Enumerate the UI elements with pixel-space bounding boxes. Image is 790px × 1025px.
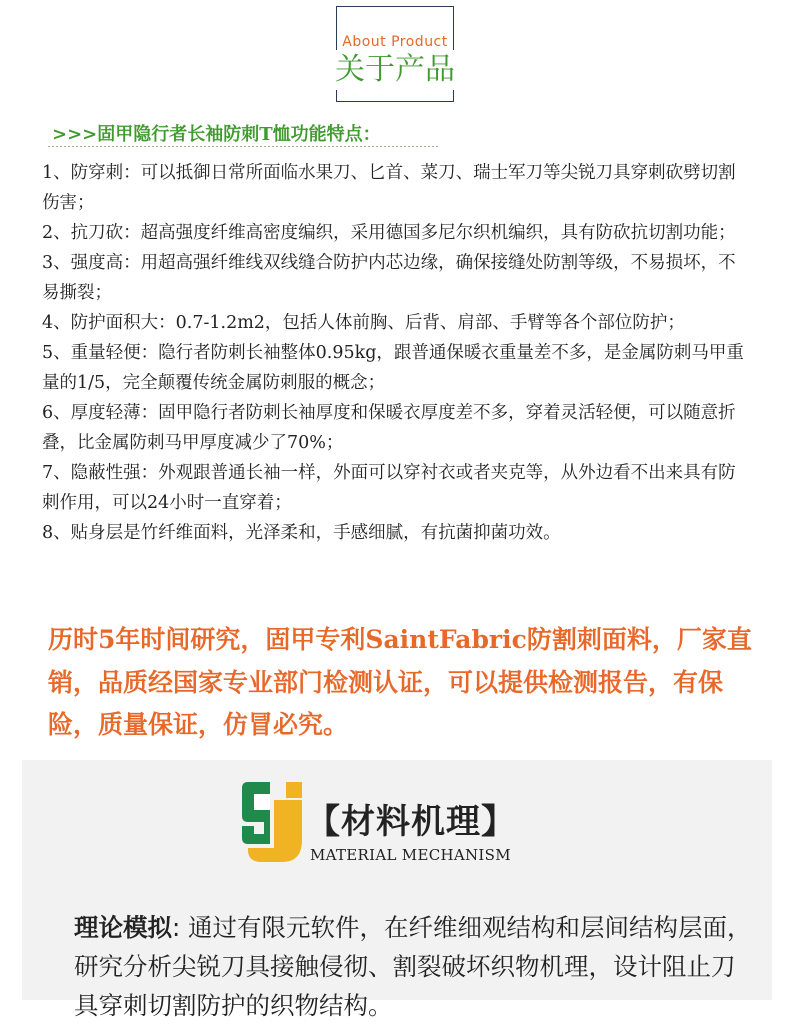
feature-item: 7、隐蔽性强：外观跟普通长袖一样，外面可以穿衬衣或者夹克等，从外边看不出来具有防刺作用，可以24小时一直穿着； [42, 463, 736, 513]
about-product-en: About Product [342, 34, 448, 50]
feature-item: 8、贴身层是竹纤维面料，光泽柔和，手感细腻，有抗菌抑菌功效。 [42, 523, 561, 543]
theory-paragraph [74, 908, 754, 1025]
mechanism-title: 【材料机理】 [306, 802, 516, 842]
feature-title-underline [48, 146, 440, 147]
mechanism-subtitle: MATERIAL MECHANISM [310, 846, 511, 864]
feature-item: 3、强度高：用超高强纤维线双线缝合防护内芯边缘，确保接缝处防割等级，不易损坏，不易撕裂； [42, 253, 736, 303]
feature-title: >>>固甲隐行者长袖防刺T恤功能特点： [52, 124, 381, 145]
feature-item: 6、厚度轻薄：固甲隐行者防刺长袖厚度和保暖衣厚度差不多，穿着灵活轻便，可以随意折叠，比金属防刺马甲厚度减少了70%； [42, 403, 736, 453]
about-product-cn: 关于产品 [329, 50, 461, 90]
about-product-frame [336, 6, 454, 102]
feature-item: 5、重量轻便：隐行者防刺长袖整体0.95kg，跟普通保暖衣重量差不多，是金属防刺马甲重量的1/5，完全颠覆传统金属防刺服的概念； [42, 343, 744, 393]
theory-label: 理论模拟 [74, 913, 172, 942]
brand-logo-icon [240, 780, 304, 864]
feature-list [42, 158, 752, 548]
feature-item: 1、防穿刺：可以抵御日常所面临水果刀、匕首、菜刀、瑞士军刀等尖锐刀具穿刺砍劈切割伤害； [42, 163, 736, 213]
feature-item: 4、防护面积大：0.7-1.2m2，包括人体前胸、后背、肩部、手臂等各个部位防护； [42, 313, 685, 333]
feature-item: 2、抗刀砍：超高强度纤维高密度编织，采用德国多尼尔织机编织，具有防砍抗切割功能； [42, 223, 736, 243]
theory-text: : 通过有限元软件，在纤维细观结构和层间结构层面，研究分析尖锐刀具接触侵彻、割裂破坏织物机理，设计阻止刀具穿刺切割防护的织物结构。 [74, 913, 752, 1020]
highlight-statement: 历时5年时间研究，固甲专利SaintFabric防割刺面料，厂家直销，品质经国家专业部门检测认证，可以提供检测报告，有保险，质量保证，仿冒必究。 [48, 625, 752, 739]
